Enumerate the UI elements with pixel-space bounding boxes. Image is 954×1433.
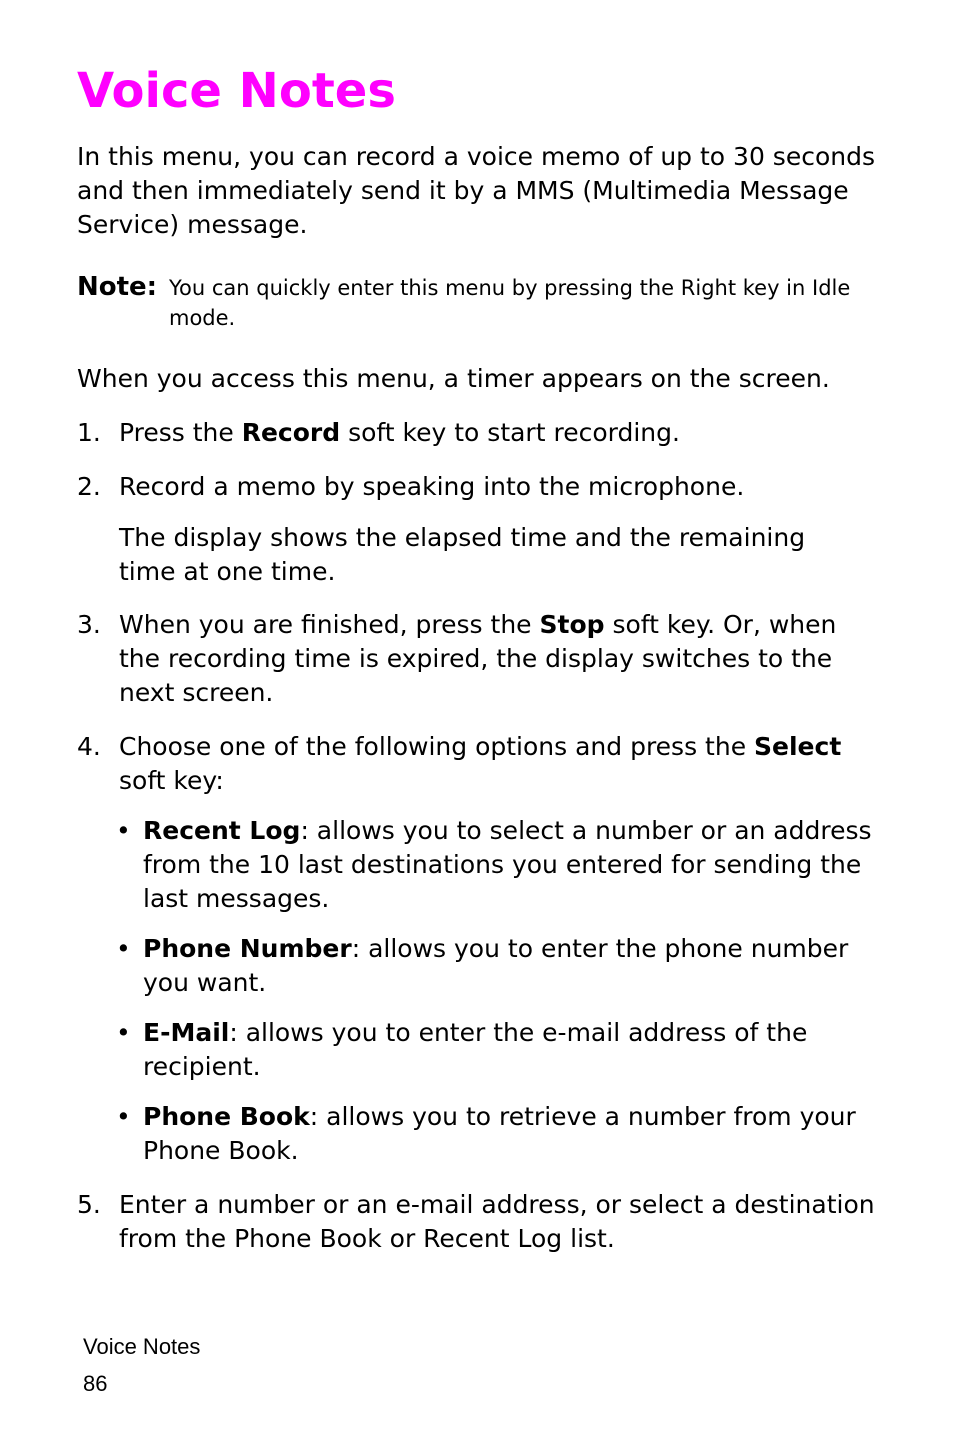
step-2-detail: The display shows the elapsed time and the remaining time at one time.: [119, 523, 806, 586]
bullet-icon: •: [116, 816, 131, 845]
option-name: E-Mail: [143, 1018, 230, 1047]
record-key-label: Record: [241, 418, 341, 447]
note-text: You can quickly enter this menu by pressing the Right key in Idle mode.: [169, 276, 851, 330]
footer-page-number: 86: [83, 1371, 108, 1396]
bullet-icon: •: [116, 1018, 131, 1047]
bullet-icon: •: [116, 934, 131, 963]
step-number: 2.: [77, 472, 101, 501]
step-text: Choose one of the following options and press the Select soft key:: [119, 732, 842, 795]
step-text: Record a memo by speaking into the microphone.: [119, 472, 745, 501]
option-description: : allows you to enter the e-mail address of the recipient.: [143, 1018, 808, 1081]
footer-section-title: Voice Notes: [83, 1334, 201, 1359]
option-description: : allows you to enter the phone number you want.: [143, 934, 849, 997]
step-number: 1.: [77, 418, 101, 447]
stop-key-label: Stop: [539, 610, 605, 639]
option-description: : allows you to select a number or an address from the 10 last destinations you entered for sending the last messages.: [143, 816, 872, 913]
option-name: Phone Number: [143, 934, 352, 963]
step-text: Press the Record soft key to start recording.: [119, 418, 680, 447]
step-text: Enter a number or an e-mail address, or select a destination from the Phone Book or Recent Log list.: [119, 1190, 875, 1253]
option-name: Recent Log: [143, 816, 301, 845]
step-text: When you are finished, press the Stop soft key. Or, when the recording time is expired, the display switches to the next screen.: [119, 610, 837, 707]
option-name: Phone Book: [143, 1102, 310, 1131]
option-description: : allows you to retrieve a number from your Phone Book.: [143, 1102, 856, 1165]
note-label: Note:: [77, 272, 158, 302]
step-number: 4.: [77, 732, 101, 761]
bullet-icon: •: [116, 1102, 131, 1131]
select-key-label: Select: [754, 732, 842, 761]
access-paragraph: When you access this menu, a timer appears on the screen.: [77, 364, 830, 393]
intro-paragraph: In this menu, you can record a voice memo of up to 30 seconds and then immediately send it by a MMS (Multimedia Message Service) message.: [77, 142, 875, 239]
step-number: 5.: [77, 1190, 101, 1219]
step-number: 3.: [77, 610, 101, 639]
page-title: Voice Notes: [77, 63, 396, 119]
